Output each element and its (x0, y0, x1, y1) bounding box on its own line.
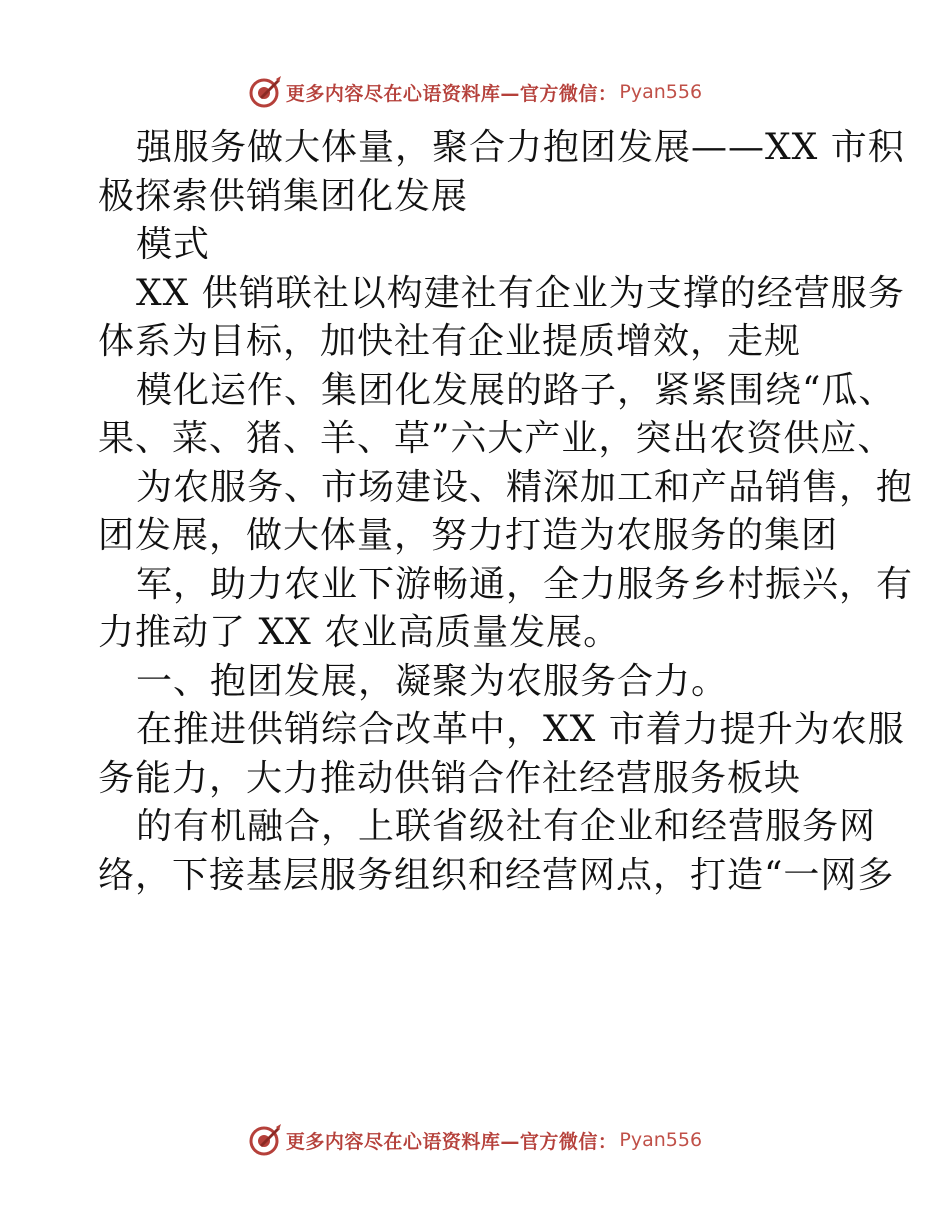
red-quill-seal-icon (248, 1123, 282, 1157)
title-line-1: 强服务做大体量，聚合力抱团发展——XX 市积 (136, 127, 905, 168)
paragraph-line: XX 供销联社以构建社有企业为支撑的经营服务 (136, 272, 905, 314)
paragraph-line: 果、菜、猪、羊、草”六大产业，突出农资供应、 (98, 418, 895, 459)
header-watermark-banner (0, 72, 950, 112)
paragraph-line: 为农服务、市场建设、精深加工和产品销售，抱 (136, 466, 914, 508)
document-body (98, 124, 914, 900)
paragraph-line: 络，下接基层服务组织和经营网点，打造“一网多 (98, 854, 895, 896)
banner-contact: Pyan556 (619, 1129, 703, 1151)
banner-contact: Pyan556 (619, 81, 703, 103)
paragraph-line: 务能力，大力推动供销合作社经营服务板块 (98, 757, 802, 799)
paragraph-line: 的有机融合，上联省级社有企业和经营服务网 (136, 806, 877, 847)
title-line-2: 极探索供销集团化发展 (98, 175, 469, 217)
paragraph-line: 在推进供销综合改革中，XX 市着力提升为农服 (136, 709, 905, 750)
banner-text: 更多内容尽在心语资料库—官方微信： (285, 1130, 618, 1153)
paragraph-line: 模化运作、集团化发展的路子，紧紧围绕“瓜、 (136, 369, 896, 411)
red-quill-seal-icon (248, 75, 282, 109)
paragraph-line: 力推动了 XX 农业高质量发展。 (98, 612, 621, 653)
paragraph-line: 体系为目标，加快社有企业提质增效，走规 (98, 321, 802, 362)
footer-watermark-banner (0, 1120, 950, 1160)
title-line-3: 模式 (136, 224, 211, 265)
paragraph-line: 军，助力农业下游畅通，全力服务乡村振兴，有 (136, 563, 914, 605)
paragraph-line: 团发展，做大体量，努力打造为农服务的集团 (98, 515, 839, 556)
banner-text: 更多内容尽在心语资料库—官方微信： (285, 82, 618, 105)
section-heading: 一、抱团发展，凝聚为农服务合力。 (136, 660, 729, 702)
